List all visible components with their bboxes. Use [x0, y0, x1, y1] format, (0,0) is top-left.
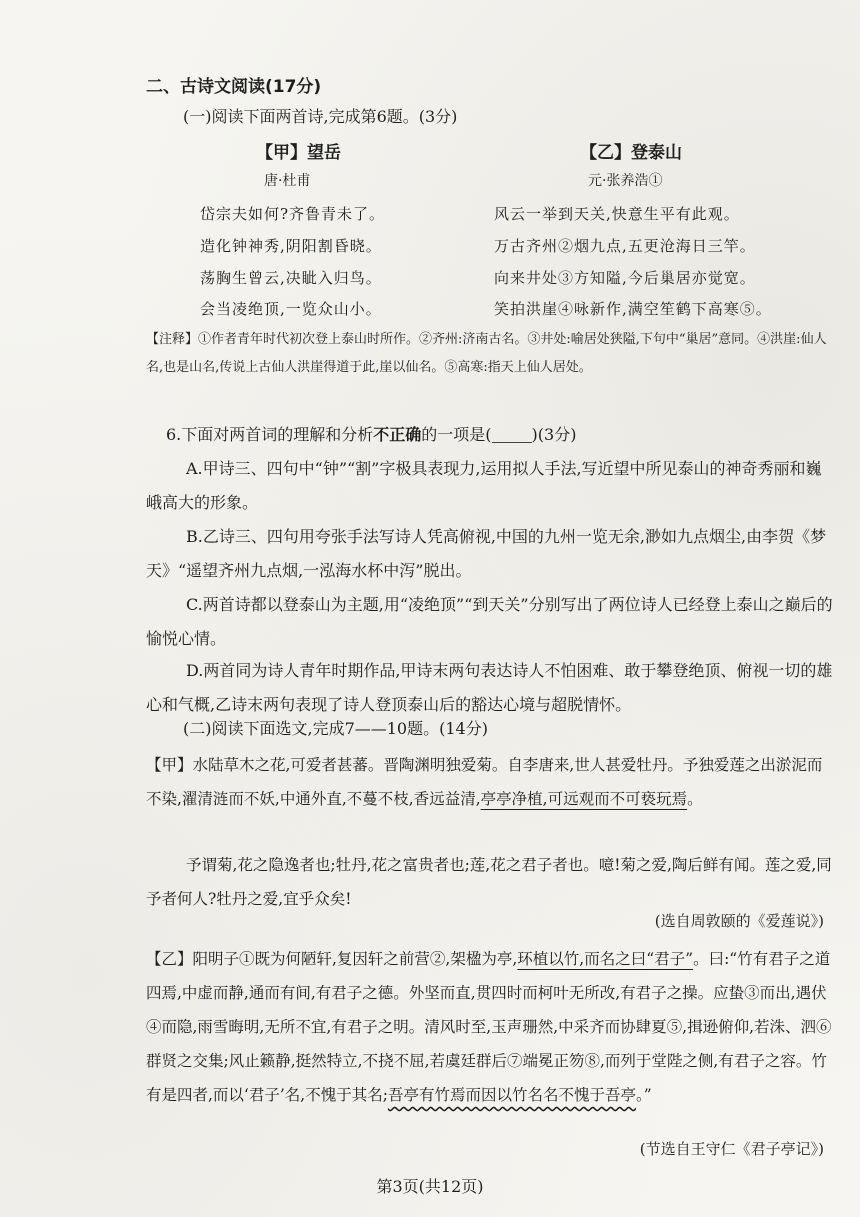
- option-b: B.乙诗三、四句用夸张手法写诗人凭高俯视,中国的九州一览无余,渺如九点烟尘,由李贺《梦天》“遥望齐州九点烟,一泓海水杯中泻”脱出。: [146, 527, 827, 580]
- option-d: D.两首同为诗人青年时期作品,甲诗末两句表达诗人不怕困难、敢于攀登绝顶、俯视一切的雄心和气概,乙诗末两句表现了诗人登顶泰山后的豁达心境与超脱情怀。: [146, 661, 833, 714]
- annotation-notes: 【注释】①作者青年时代初次登上泰山时所作。②齐州:济南古名。③井处:喻居处狭隘,下句中“巢居”意同。④洪崖:仙人名,也是山名,传说上古仙人洪崖得道于此,崖以仙名。⑤高寒:指天上仙人居处。: [146, 332, 827, 375]
- answer-blank[interactable]: [492, 428, 532, 443]
- poem-b-line: 风云一举到天关,快意生平有此观。: [494, 205, 740, 223]
- q6-stem-end: )(3分): [531, 425, 577, 444]
- poem-b-author: 元·张养浩①: [588, 173, 663, 189]
- part1-heading: (一)阅读下面两首诗,完成第6题。(3分): [183, 107, 458, 126]
- part2-heading: (二)阅读下面选文,完成7——10题。(14分): [183, 719, 488, 738]
- poem-b-line: 向来井处③方知隘,今后巢居亦觉宽。: [494, 269, 756, 287]
- page-footer: 第3页(共12页): [376, 1177, 484, 1196]
- text-a-paragraph-1: [146, 748, 836, 816]
- poem-a-line: 荡胸生曾云,决眦入归鸟。: [200, 269, 382, 287]
- option-c: C.两首诗都以登泰山为主题,用“凌绝顶”“到天关”分别写出了两位诗人已经登上泰山之巅后的愉悦心情。: [146, 595, 833, 648]
- text-a-paragraph-2: 予谓菊,花之隐逸者也;牡丹,花之富贵者也;莲,花之君子者也。噫!菊之爱,陶后鲜有闻。莲之爱,同予者何人?牡丹之爱,宜乎众矣!: [146, 856, 832, 908]
- option-a: A.甲诗三、四句中“钟”“割”字极具表现力,运用拟人手法,写近望中所见泰山的神奇秀丽和巍峨高大的形象。: [146, 459, 822, 512]
- text-b-paragraph: [146, 942, 836, 1112]
- text-b-wavy-underlined: 吾亭有竹焉而因以竹名名不愧于吾亭: [387, 1086, 636, 1104]
- section-title: 二、古诗文阅读(17分): [146, 77, 322, 97]
- poem-a-line: 会当凌绝顶,一览众山小。: [200, 300, 382, 318]
- poem-b-line: 万古齐州②烟九点,五更沧海日三竿。: [494, 237, 756, 255]
- text-a-p1-end: 。: [687, 790, 703, 808]
- text-b-underlined: 环植以竹,而名之曰“君子”: [517, 950, 694, 968]
- text-a-p1-lead: 【甲】水陆草木之花,可爱者甚蕃。晋陶渊明独爱菊。自李唐来,世人甚爱牡丹。予独爱莲之出淤泥而不染,濯清涟而不妖,中通外直,不蔓不枝,香远益清,: [146, 756, 823, 808]
- q6-stem-before: 6.下面对两首词的理解和分析: [166, 425, 374, 444]
- poem-a-title: 【甲】望岳: [256, 143, 341, 163]
- text-a-underlined: 亭亭净植,可远观而不可亵玩焉: [480, 790, 688, 808]
- text-b-p1-mid: 。曰:“竹有君子之道四焉,中虚而静,通而有间,有君子之德。外坚而直,贯四时而柯叶无所改,有君子之操。应蛰③而出,遇伏④而隐,雨雪晦明,无所不宜,有君子之明。清风时至,玉声珊然,中采齐而协肆夏⑤,揖逊俯仰,若洙、泗⑥群贤之交集;风止籁静,挺然特立,不挠不屈,若虞廷群后⑦端冕正笏⑧,而列于堂陛之侧,有君子之容。竹有是四者,而以‘君子’名,不愧于其名;: [146, 950, 832, 1104]
- q6-stem-after: 的一项是(: [421, 425, 492, 444]
- poem-a-line: 造化钟神秀,阴阳割昏晓。: [200, 237, 382, 255]
- text-a-source: (选自周敦颐的《爱莲说》): [654, 912, 824, 930]
- q6-stem-bold: 不正确: [373, 425, 422, 444]
- text-b-p1-end: 。”: [635, 1086, 652, 1104]
- poem-b-line: 笑拍洪崖④咏新作,满空笙鹤下高寒⑤。: [494, 300, 772, 318]
- poem-a-author: 唐·杜甫: [264, 173, 311, 189]
- poem-b-title: 【乙】登泰山: [580, 143, 682, 163]
- question-6-stem: [166, 422, 576, 445]
- text-b-source: (节选自王守仁《君子亭记》): [639, 1140, 824, 1158]
- poem-a-line: 岱宗夫如何?齐鲁青未了。: [200, 205, 386, 223]
- text-b-p1-lead: 【乙】阳明子①既为何陋轩,复因轩之前营②,架楹为亭,: [146, 950, 518, 968]
